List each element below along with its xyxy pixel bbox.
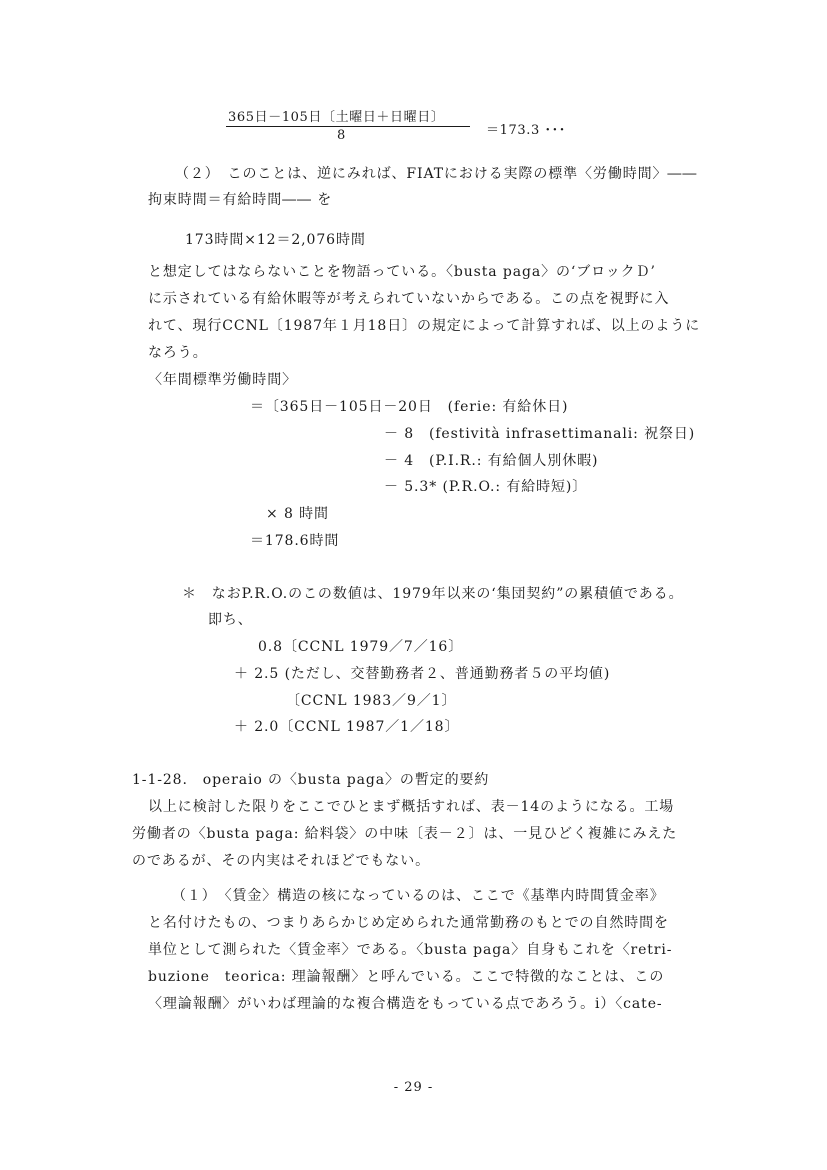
text-line-7: なろう。: [148, 345, 208, 361]
calc-line-3: － 4 (P.I.R.: 有給個人別休暇): [384, 453, 599, 469]
calc-line-4: － 5.3* (P.R.O.: 有給時短)〕: [384, 479, 588, 495]
page-number: - 29 -: [393, 1080, 434, 1095]
calc-result: ＝178.6時間: [250, 533, 340, 549]
text-line-12: と名付けたもの、つまりあらかじめ定められた通常勤務のもとでの自然時間を: [148, 915, 669, 931]
text-line-9: 労働者の〈busta paga: 給料袋〉の中味〔表－２〕は、一見ひどく複雑にみえた: [132, 826, 678, 842]
footnote-line-2: 即ち、: [208, 612, 253, 628]
text-line-10: のであるが、その内実はそれほどでもない。: [132, 853, 430, 869]
text-line-14: buzione teorica: 理論報酬〉と呼んでいる。ここで特徴的なことは、この: [148, 969, 665, 985]
calc-line-1: ＝〔365日－105日－20日 (ferie: 有給休日): [250, 399, 569, 415]
formula-numerator: 365日－105日〔土曜日＋日曜日〕: [228, 110, 445, 125]
fraction-bar: [226, 126, 470, 127]
text-line-15: 〈理論報酬〉がいわば理論的な複合構造をもっている点であろう。i）〈cate-: [148, 996, 663, 1012]
text-line-4: と想定してはならないことを物語っている。〈busta paga〉の‘ブロックＤ’: [148, 264, 656, 280]
footnote-line-4: ＋ 2.5 (ただし、交替勤務者２、普通勤務者５の平均値): [234, 666, 611, 682]
text-line-5: に示されている有給休暇等が考えられていないからである。この点を視野に入: [148, 291, 670, 307]
text-line-8: 以上に検討した限りをここでひとまず概括すれば、表－14のようになる。工場: [148, 799, 675, 815]
footnote-line-5: 〔CCNL 1983／9／1〕: [286, 693, 457, 709]
calc-line-2: － 8 (festività infrasettimanali: 祝祭日): [384, 426, 696, 442]
footnote-line-6: ＋ 2.0〔CCNL 1987／1／18〕: [234, 719, 460, 735]
calc-line-5: × 8 時間: [266, 506, 329, 522]
text-line-2: 拘束時間＝有給時間―― を: [148, 192, 333, 208]
formula-denominator: 8: [337, 128, 346, 143]
formula-result: ＝173.3 ･･･: [486, 123, 566, 138]
section-heading: 1-1-28. operaio の〈busta paga〉の暫定的要約: [132, 772, 490, 788]
text-line-3: 173時間×12＝2,076時間: [185, 232, 366, 248]
text-line-6: れて、現行CCNL〔1987年１月18日〕の規定によって計算すれば、以上のように: [148, 318, 701, 334]
text-line-13: 単位として測られた〈賃金率〉である。〈busta paga〉自身もこれを〈retri-: [148, 942, 673, 958]
text-line-11: （１） 〈賃金〉構造の核になっているのは、ここで《基準内時間賃金率》: [172, 888, 665, 904]
text-line-1: （２） このことは、逆にみれば、FIATにおける実際の標準〈労働時間〉――: [175, 166, 698, 182]
footnote-line-3: 0.8〔CCNL 1979／7／16〕: [258, 639, 464, 655]
footnote-line-1: ＊ なおP.R.O.のこの数値は、1979年以来の‘集団契約”の累積値である。: [182, 586, 684, 602]
calc-heading: 〈年間標準労働時間〉: [148, 372, 297, 388]
